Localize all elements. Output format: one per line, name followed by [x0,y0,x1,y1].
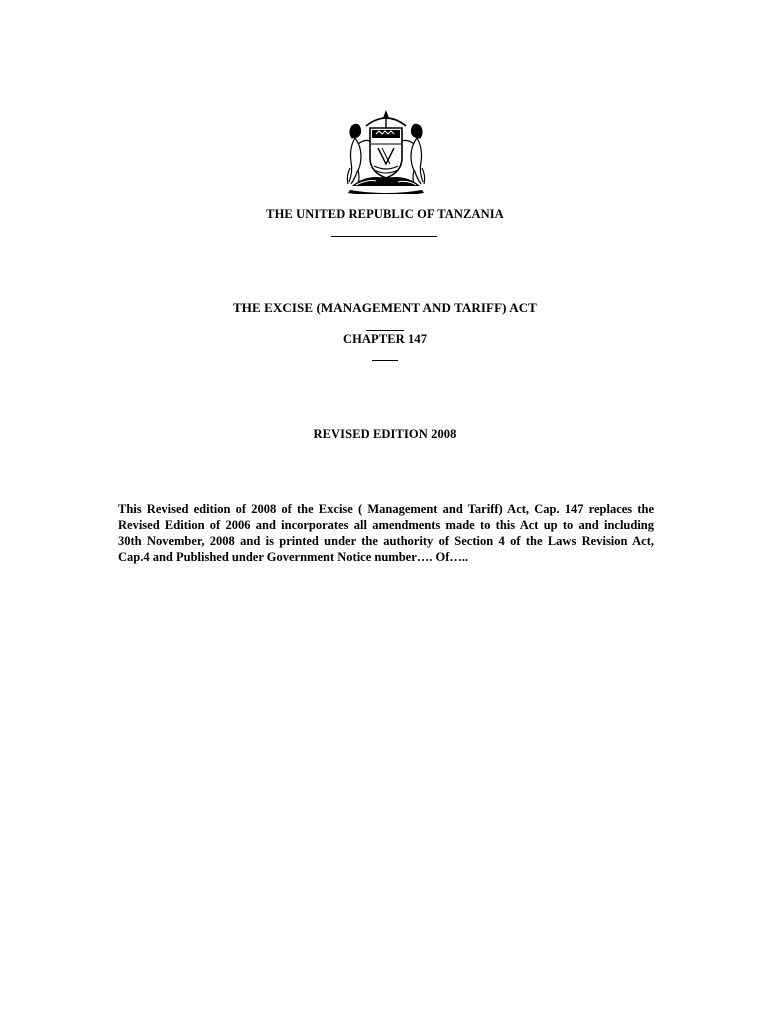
intro-line: Revised Edition of 2006 and incorporates all amendments made to this Act up to and including [118,518,654,532]
chapter-number: CHAPTER 147 [342,332,428,346]
intro-paragraph [118,501,654,565]
coat-of-arms-emblem [338,108,434,194]
republic-heading: THE UNITED REPUBLIC OF TANZANIA [266,207,504,221]
intro-line: Cap.4 and Published under Government Notice number…. Of….. [118,550,469,564]
intro-line: This Revised edition of 2008 of the Excise ( Management and Tariff) Act, Cap. 147 replaces the [118,502,654,516]
chapter-underline [372,360,398,361]
chapter-overline [366,330,404,331]
act-title: THE EXCISE (MANAGEMENT AND TARIFF) ACT [233,300,537,315]
edition-heading: REVISED EDITION 2008 [313,427,457,441]
republic-underline [331,236,437,237]
intro-line: 30th November, 2008 and is printed under the authority of Section 4 of the Laws Revision Act, [118,534,654,548]
